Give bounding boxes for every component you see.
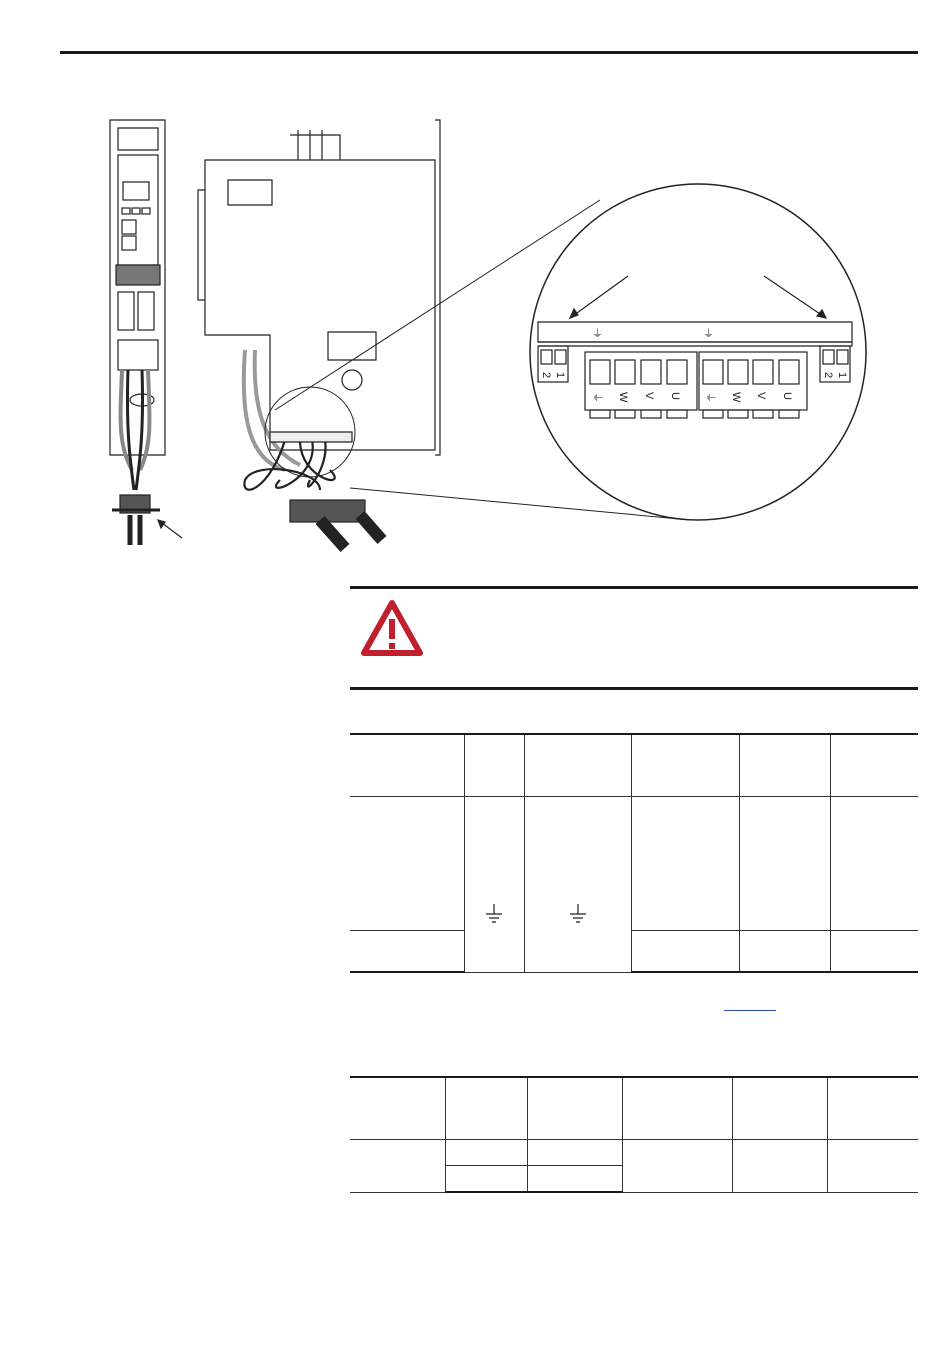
bus-ground-mark-left: ⏚ [592,328,603,340]
header-cell [622,1077,732,1139]
table-cell [445,1139,527,1165]
pin-a-w: W [617,392,629,403]
table-cell [350,1139,445,1192]
header-cell [830,734,918,796]
pin-b-ground: ⏚ [704,392,716,403]
ground-cell [464,796,524,972]
warning-triangle-icon [360,599,424,657]
table-cell [631,796,739,930]
header-cell [631,734,739,796]
header-cell [445,1077,527,1139]
table-cell [732,1139,827,1192]
drive-side-view [198,120,440,455]
attention-notice [350,586,918,690]
header-cell [350,1077,445,1139]
table-cell [739,930,830,972]
table-row [350,734,918,796]
table-cell [527,1165,622,1192]
pin-b-u: U [781,392,793,400]
table-cell [631,930,739,972]
pin-a-ground: ⏚ [591,392,603,403]
pin-a-u: U [669,392,681,400]
pin-a-v: V [643,392,655,400]
table-cell [827,1139,918,1192]
table-cell [350,796,464,930]
ground-icon [568,904,588,924]
wiring-table-2 [350,1076,918,1193]
table-cell [445,1165,527,1192]
right-pin-2: 2 [822,372,834,379]
header-cell [827,1077,918,1139]
header-cell [350,734,464,796]
left-pin-2: 2 [540,372,552,379]
header-cell [464,734,524,796]
header-cell [739,734,830,796]
table-cell [830,930,918,972]
drive-front-view [110,120,165,455]
header-cell [524,734,631,796]
header-cell [732,1077,827,1139]
table-row [350,1077,918,1139]
wiring-table-1 [350,733,918,973]
table-cell [527,1139,622,1165]
table-cell [350,930,464,972]
table-row [350,930,918,972]
ground-icon [484,904,504,924]
cross-reference-link[interactable] [724,1010,776,1011]
pin-b-v: V [755,392,767,400]
table-row [350,1139,918,1165]
ground-cell [524,796,631,972]
right-pin-1: 1 [836,372,848,379]
left-pin-1: 1 [554,372,566,379]
table-cell [739,796,830,930]
table-cell [622,1139,732,1192]
table-cell [830,796,918,930]
bus-ground-mark-right: ⏚ [703,328,714,340]
table-row [350,796,918,930]
header-cell [527,1077,622,1139]
pin-b-w: W [730,392,742,403]
drive-wiring-figure [0,0,950,560]
magnified-connector-view [530,184,866,520]
